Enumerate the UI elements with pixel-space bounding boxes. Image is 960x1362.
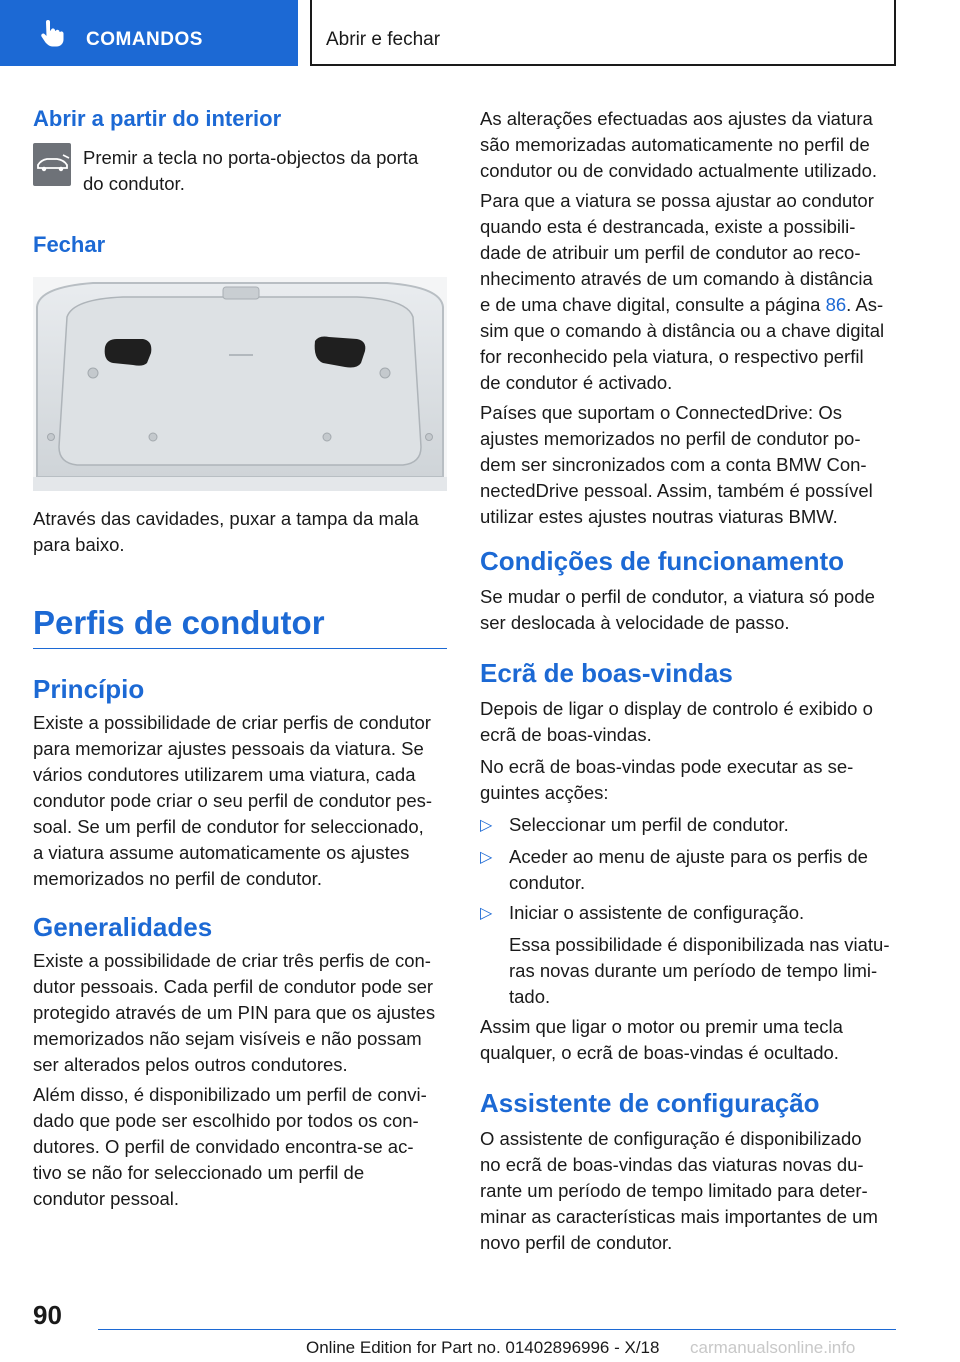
photo-caption-line: para baixo. bbox=[33, 534, 125, 555]
body-line: No ecrã de boas-vindas pode executar as se- bbox=[480, 756, 854, 777]
body-line: sim que o comando à distância ou a chave digital bbox=[480, 320, 885, 341]
open-inside-text-line: do condutor. bbox=[83, 173, 185, 194]
body-line: dem ser sincronizados com a conta BMW Con- bbox=[480, 454, 867, 475]
body-line: dade de atribuir um perfil de condutor ao reco- bbox=[480, 242, 861, 263]
page-reference-link[interactable]: 86 bbox=[825, 294, 847, 315]
general-line: Além disso, é disponibilizado um perfil de convi- bbox=[33, 1084, 427, 1105]
body-line: nhecimento através de um comando à distância bbox=[480, 268, 873, 289]
body-line: As alterações efectuadas aos ajustes da viatura bbox=[480, 108, 873, 129]
chapter-tab bbox=[0, 0, 298, 66]
car-tailgate-icon bbox=[33, 143, 71, 186]
body-text: e de uma chave digital, consulte a página bbox=[480, 294, 826, 315]
body-line: Países que suportam o ConnectedDrive: Os bbox=[480, 402, 842, 423]
principle-line: Existe a possibilidade de criar perfis de condutor bbox=[33, 712, 431, 733]
general-line: memorizados não sejam visíveis e não possam bbox=[33, 1028, 422, 1049]
principle-line: para memorizar ajustes pessoais da viatura. Se bbox=[33, 738, 424, 759]
watermark: carmanualsonline.info bbox=[690, 1338, 856, 1357]
general-line: condutor pessoal. bbox=[33, 1188, 180, 1209]
open-inside-text-line: Premir a tecla no porta-objectos da porta bbox=[83, 147, 419, 168]
body-line: condutor ou de convidado actualmente utilizado. bbox=[480, 160, 877, 181]
body-line: rante um período de tempo limitado para deter- bbox=[480, 1180, 868, 1201]
bullet-arrow-icon: ▷ bbox=[480, 849, 493, 866]
heading-close: Fechar bbox=[33, 232, 106, 257]
general-line: dutor pessoais. Cada perfil de condutor pode ser bbox=[33, 976, 434, 997]
general-line: dado que pode ser escolhido por todos os con- bbox=[33, 1110, 419, 1131]
general-line: Existe a possibilidade de criar três perfis de con- bbox=[33, 950, 431, 971]
photo-caption-line: Através das cavidades, puxar a tampa da mala bbox=[33, 508, 419, 529]
heading-setup-assistant: Assistente de configuração bbox=[480, 1088, 820, 1118]
heading-driver-profiles: Perfis de condutor bbox=[33, 604, 325, 641]
heading-open-inside: Abrir a partir do interior bbox=[33, 106, 282, 131]
list-item: Aceder ao menu de ajuste para os perfis de bbox=[509, 846, 868, 867]
footer-rule bbox=[98, 1329, 896, 1330]
heading-conditions: Condições de funcionamento bbox=[480, 546, 845, 576]
body-line: ecrã de boas-vindas. bbox=[480, 724, 652, 745]
body-text: . As- bbox=[846, 294, 884, 315]
chapter-label: COMANDOS bbox=[86, 29, 203, 50]
body-line-with-link bbox=[480, 292, 883, 318]
general-line: ser alterados pelos outros condutores. bbox=[33, 1054, 348, 1075]
body-line: for reconhecido pela viatura, o respectivo perfil bbox=[480, 346, 864, 367]
principle-line: vários condutores utilizarem uma viatura, cada bbox=[33, 764, 416, 785]
general-line: tivo se não for seleccionado um perfil de bbox=[33, 1162, 365, 1183]
principle-line: condutor pode criar o seu perfil de condutor pes- bbox=[33, 790, 433, 811]
list-item-note: tado. bbox=[509, 986, 551, 1007]
body-line: quando esta é destrancada, existe a possibili- bbox=[480, 216, 856, 237]
general-line: protegido através de um PIN para que os ajustes bbox=[33, 1002, 436, 1023]
heading-general: Generalidades bbox=[33, 912, 213, 942]
general-line: dutores. O perfil de convidado encontra-se ac- bbox=[33, 1136, 414, 1157]
body-line: Depois de ligar o display de controlo é exibido o bbox=[480, 698, 873, 719]
body-line: utilizar estes ajustes noutras viaturas BMW. bbox=[480, 506, 838, 527]
body-line: novo perfil de condutor. bbox=[480, 1232, 673, 1253]
principle-line: soal. Se um perfil de condutor for seleccionado, bbox=[33, 816, 424, 837]
heading-welcome-screen: Ecrã de boas-vindas bbox=[480, 658, 733, 688]
list-item-note: ras novas durante um período de tempo limi- bbox=[509, 960, 878, 981]
trunk-lid-photo bbox=[33, 277, 447, 491]
edition-text: Online Edition for Part no. 01402896996 - X/18 bbox=[306, 1338, 660, 1357]
body-line: minar as características mais importantes de um bbox=[480, 1206, 878, 1227]
body-line: são memorizadas automaticamente no perfil de bbox=[480, 134, 870, 155]
section-rule bbox=[33, 648, 447, 649]
body-line: guintes acções: bbox=[480, 782, 609, 803]
list-item: Iniciar o assistente de configuração. bbox=[509, 902, 805, 923]
body-line: Se mudar o perfil de condutor, a viatura só pode bbox=[480, 586, 875, 607]
body-line: ser deslocada à velocidade de passo. bbox=[480, 612, 790, 633]
principle-line: a viatura assume automaticamente os ajustes bbox=[33, 842, 410, 863]
list-item: condutor. bbox=[509, 872, 586, 893]
body-line: Assim que ligar o motor ou premir uma tecla bbox=[480, 1016, 843, 1037]
list-item-note: Essa possibilidade é disponibilizada nas viatu- bbox=[509, 934, 890, 955]
bullet-arrow-icon: ▷ bbox=[480, 905, 493, 922]
bullet-arrow-icon: ▷ bbox=[480, 817, 493, 834]
body-line: nectedDrive pessoal. Assim, também é possível bbox=[480, 480, 873, 501]
heading-principle: Princípio bbox=[33, 674, 145, 704]
page-number: 90 bbox=[33, 1300, 62, 1330]
list-item: Seleccionar um perfil de condutor. bbox=[509, 814, 789, 835]
principle-line: memorizados no perfil de condutor. bbox=[33, 868, 322, 889]
body-line: Para que a viatura se possa ajustar ao condutor bbox=[480, 190, 874, 211]
body-line: ajustes memorizados no perfil de condutor po- bbox=[480, 428, 861, 449]
body-line: qualquer, o ecrã de boas-vindas é ocultado. bbox=[480, 1042, 839, 1063]
body-line: no ecrã de boas-vindas das viaturas novas du- bbox=[480, 1154, 864, 1175]
hand-pointer-icon bbox=[36, 18, 66, 48]
section-title: Abrir e fechar bbox=[326, 29, 441, 50]
body-line: O assistente de configuração é disponibilizado bbox=[480, 1128, 862, 1149]
body-line: de condutor é activado. bbox=[480, 372, 673, 393]
